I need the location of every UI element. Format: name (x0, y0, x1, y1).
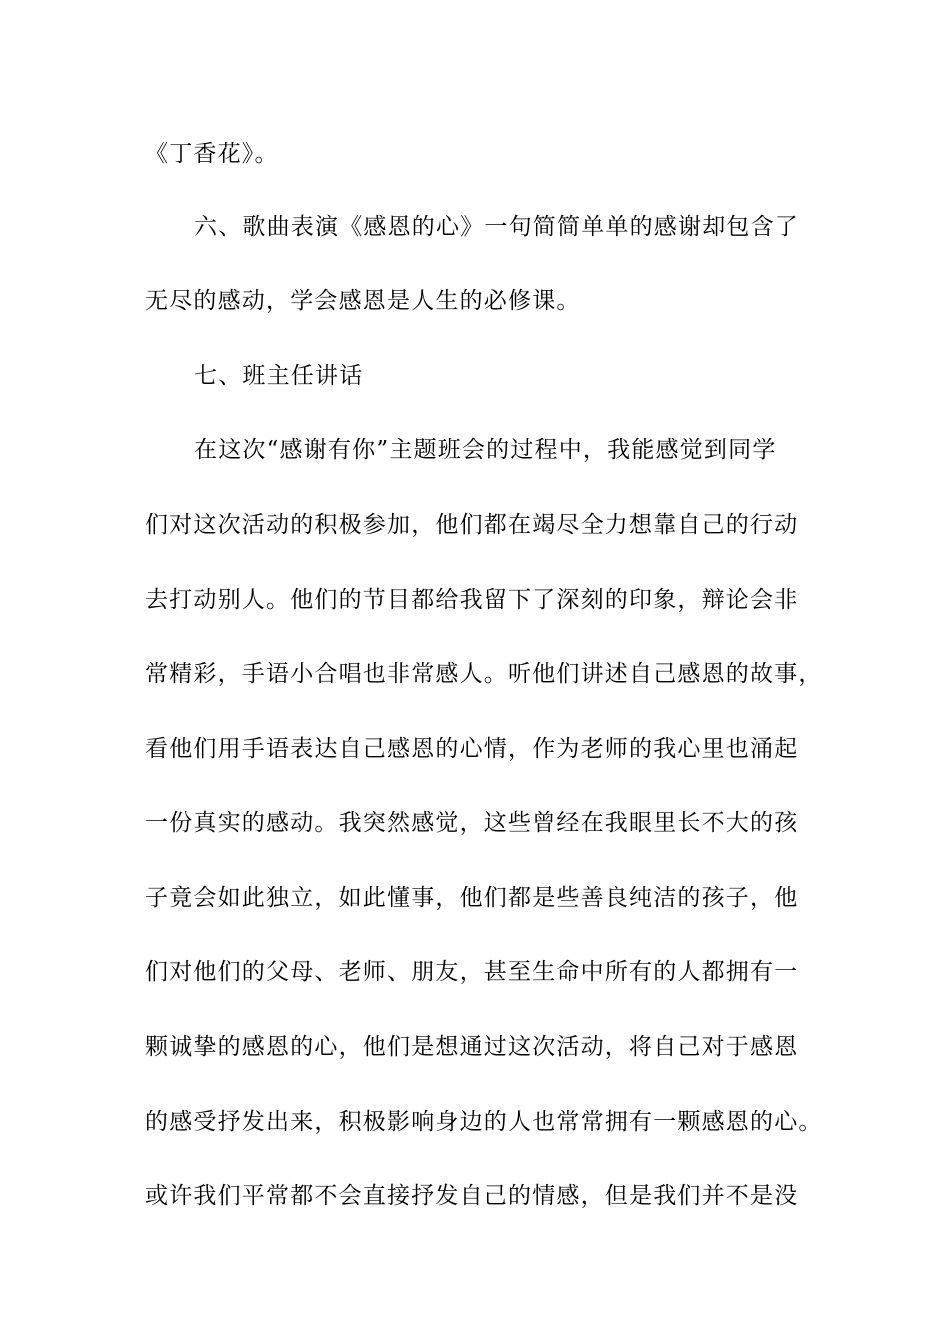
text-line: 子竟会如此独立，如此懂事，他们都是些善良纯洁的孩子，他 (145, 885, 799, 911)
text-line: 一份真实的感动。我突然感觉，这些曾经在我眼里长不大的孩 (145, 810, 799, 836)
text-line: 在这次“感谢有你”主题班会的过程中，我能感觉到同学 (194, 437, 777, 463)
text-line: 常精彩，手语小合唱也非常感人。听他们讲述自己感恩的故事， (145, 661, 823, 687)
text-line: 们对这次活动的积极参加，他们都在竭尽全力想靠自己的行动 (145, 512, 799, 538)
text-line: 们对他们的父母、老师、朋友，甚至生命中所有的人都拥有一 (145, 959, 799, 985)
text-line: 看他们用手语表达自己感恩的心情，作为老师的我心里也涌起 (145, 736, 799, 762)
text-line: 六、歌曲表演《感恩的心》一句简简单单的感谢却包含了 (194, 214, 799, 240)
text-line: 的感受抒发出来，积极影响身边的人也常常拥有一颗感恩的心。 (145, 1109, 823, 1135)
text-line: 或许我们平常都不会直接抒发自己的情感，但是我们并不是没 (145, 1183, 799, 1209)
text-line: 《丁香花》。 (145, 141, 279, 167)
text-line: 颗诚挚的感恩的心，他们是想通过这次活动，将自己对于感恩 (145, 1034, 799, 1060)
text-line: 去打动别人。他们的节目都给我留下了深刻的印象，辩论会非 (145, 587, 799, 613)
text-line: 七、班主任讲话 (194, 363, 364, 389)
text-line: 无尽的感动，学会感恩是人生的必修课。 (145, 288, 581, 314)
